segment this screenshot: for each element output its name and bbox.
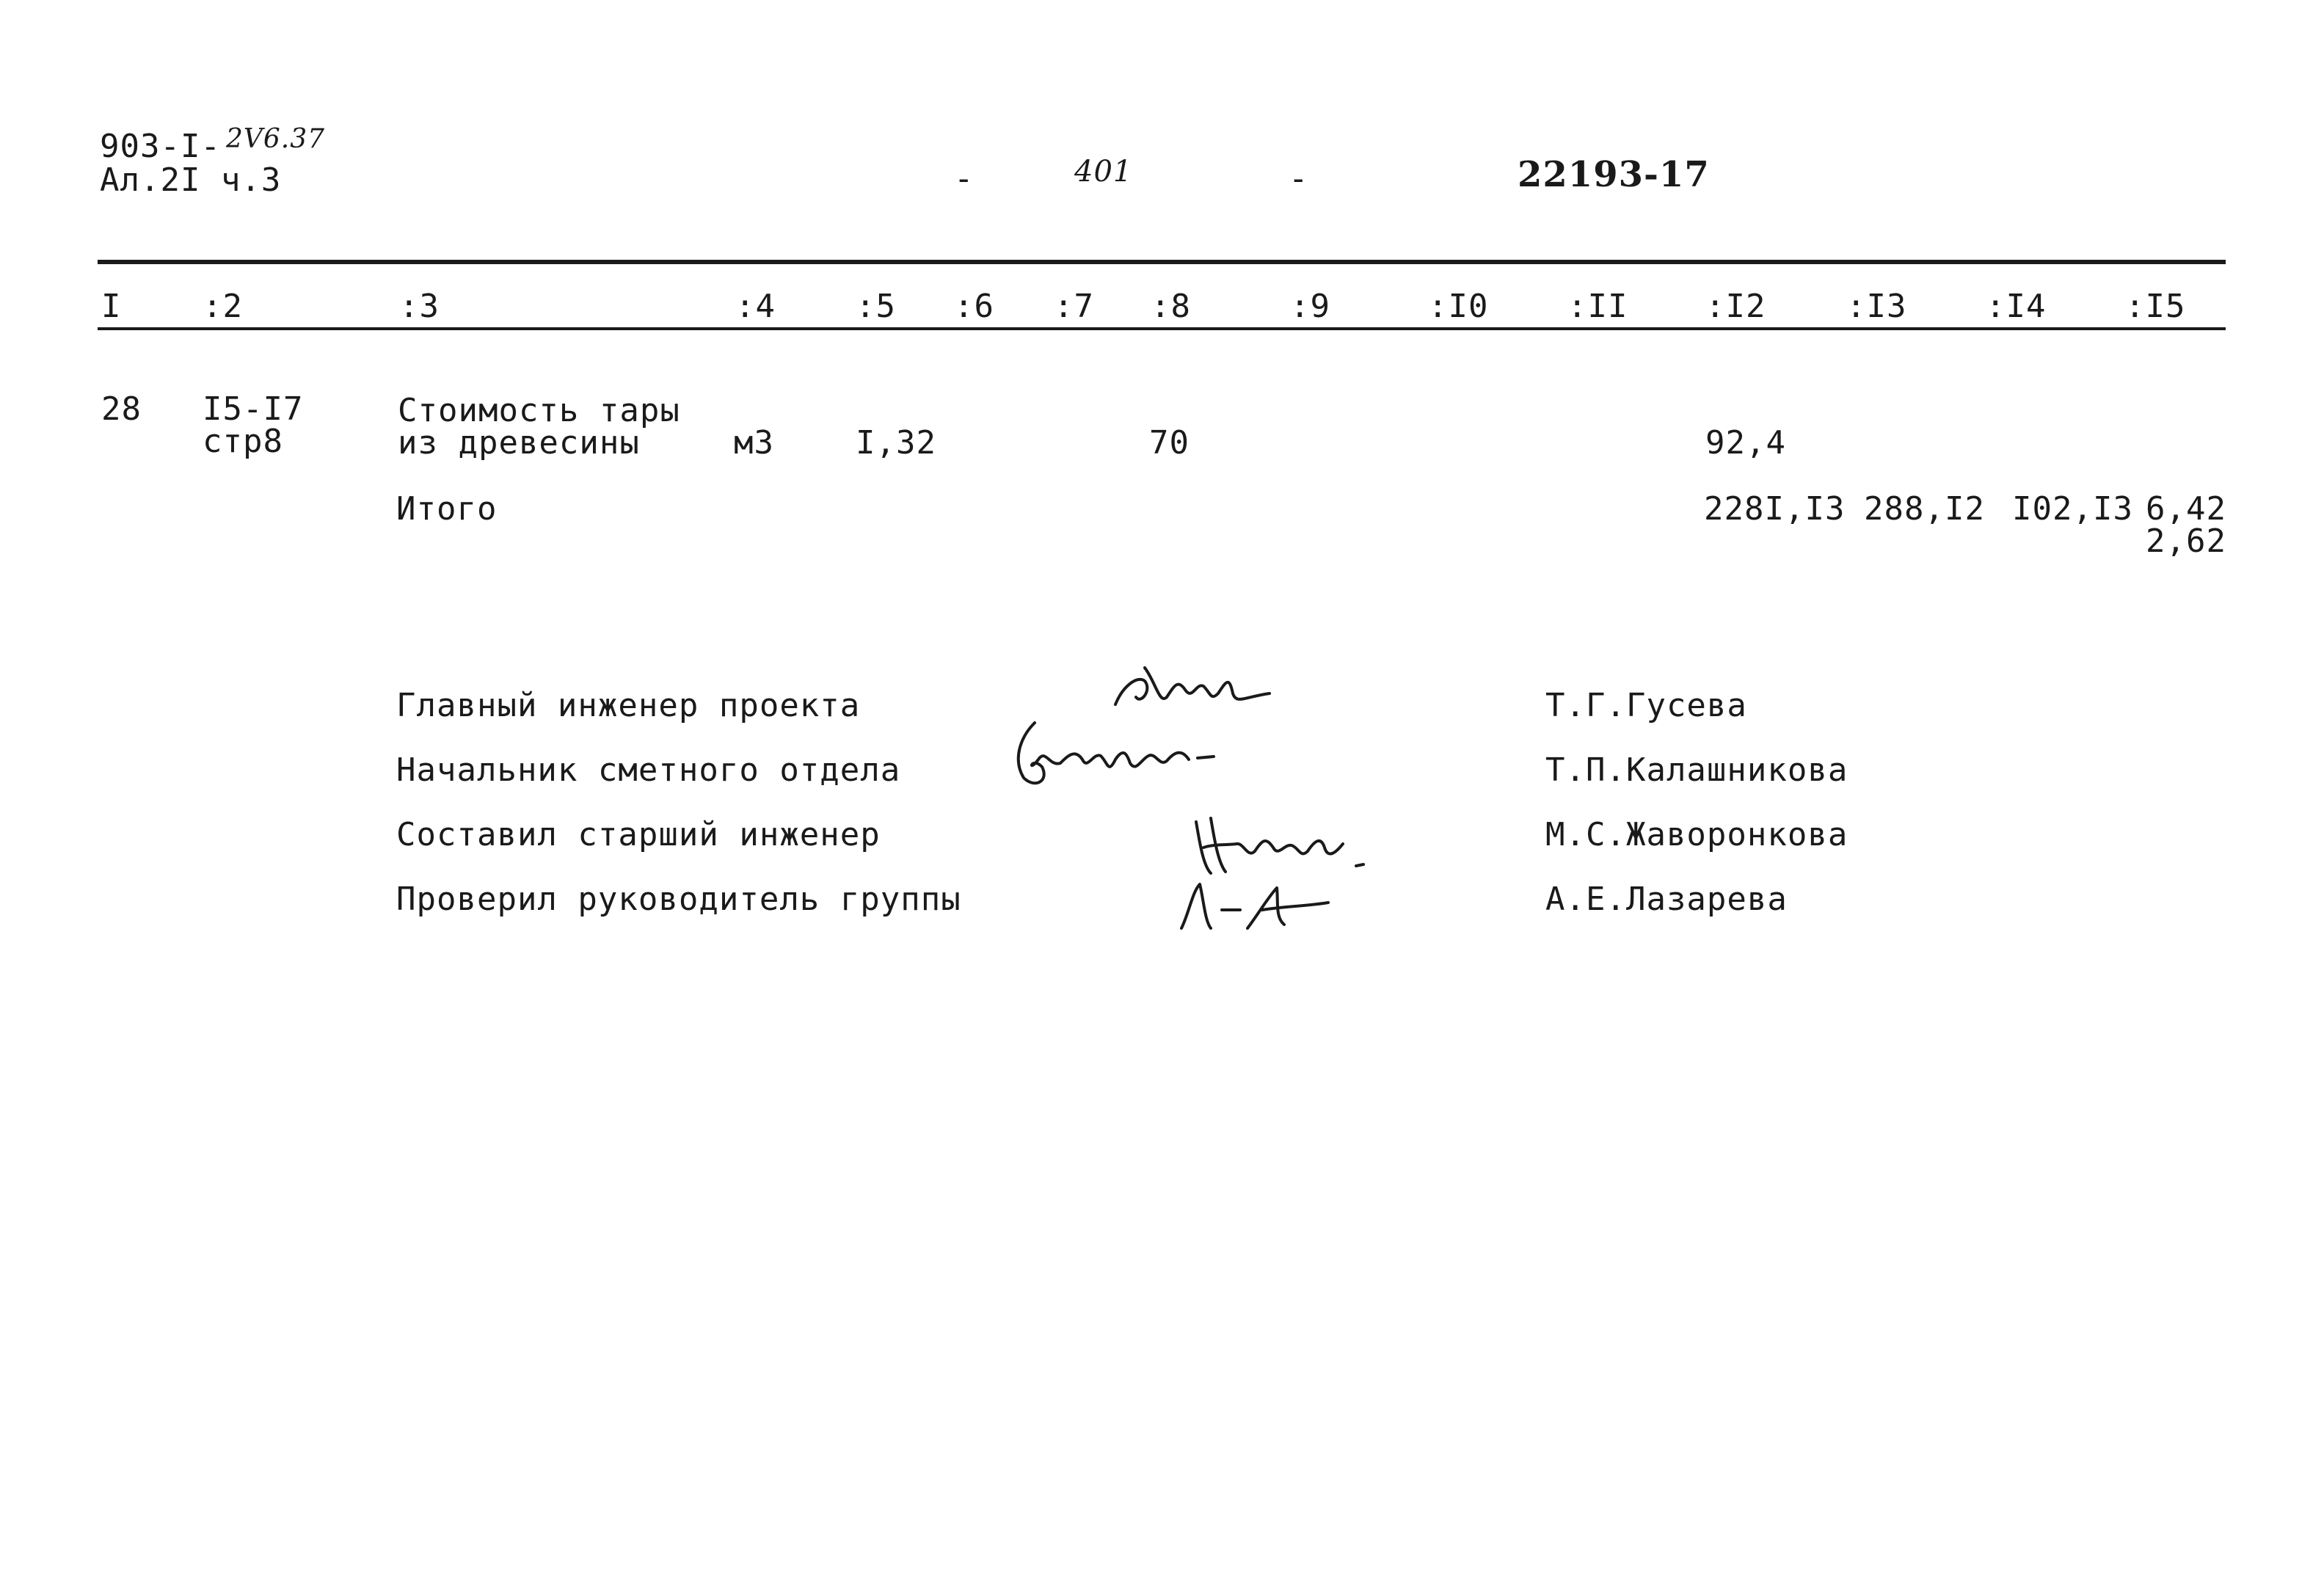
col-header-14: :I4: [1986, 288, 2047, 325]
col-header-1: I: [101, 288, 122, 325]
col-header-7: :7: [1054, 288, 1094, 325]
row-name-line2: из древесины: [398, 424, 640, 462]
signature-name-4: А.Е.Лазарева: [1545, 881, 1788, 918]
signature-name-3: М.С.Жаворонкова: [1545, 816, 1848, 853]
col-header-12: :I2: [1705, 288, 1766, 325]
series-prefix: 903-I-: [100, 128, 221, 165]
signature-role-2: Начальник сметного отдела: [396, 751, 901, 789]
col-header-5: :5: [856, 288, 896, 325]
signature-name-2: Т.П.Калашникова: [1545, 751, 1848, 789]
itogo-col15-line1: 6,42: [2146, 490, 2226, 528]
table-top-rule: [98, 260, 2226, 264]
col-header-11: :II: [1567, 288, 1628, 325]
col-header-6: :6: [954, 288, 994, 325]
table-header-rule: [98, 327, 2226, 330]
itogo-col14: I02,I3: [2012, 490, 2133, 528]
col-header-3: :3: [399, 288, 440, 325]
itogo-col13: 288,I2: [1864, 490, 1985, 528]
row-name-line1: Стоимость тары: [398, 392, 680, 429]
itogo-label: Итого: [396, 490, 498, 528]
col-header-8: :8: [1151, 288, 1191, 325]
handwritten-signature-2: [1005, 715, 1225, 796]
handwritten-signature-4: [1159, 870, 1350, 936]
itogo-col15-line2: 2,62: [2146, 522, 2226, 560]
album-label: Ал.2I ч.3: [100, 161, 282, 199]
document-code: 22193-17: [1518, 154, 1710, 195]
col-header-2: :2: [203, 288, 243, 325]
signature-role-4: Проверил руководитель группы: [396, 881, 961, 918]
sheet-number: 401: [1074, 155, 1133, 189]
col-header-10: :I0: [1428, 288, 1489, 325]
row-quantity: I,32: [856, 424, 936, 462]
signature-role-1: Главный инженер проекта: [396, 687, 861, 724]
header-dash-right: -: [1289, 160, 1309, 197]
col-header-13: :I3: [1846, 288, 1907, 325]
signature-name-1: Т.Г.Гусева: [1545, 687, 1747, 724]
row-number: 28: [101, 390, 142, 428]
signature-role-3: Составил старший инженер: [396, 816, 881, 853]
col-header-9: :9: [1290, 288, 1330, 325]
row-total: 92,4: [1705, 424, 1786, 462]
itogo-col12: 228I,I3: [1704, 490, 1846, 528]
row-ref-line2: стр8: [203, 423, 283, 460]
col-header-4: :4: [735, 288, 776, 325]
row-ref-line1: I5-I7: [203, 390, 304, 428]
row-price: 70: [1149, 424, 1190, 462]
row-unit: м3: [734, 424, 774, 462]
handwritten-signature-1: [1101, 653, 1284, 719]
header-dash-left: -: [954, 160, 975, 197]
col-header-15: :I5: [2125, 288, 2186, 325]
series-suffix-handwritten: 2V6.37: [226, 124, 326, 154]
